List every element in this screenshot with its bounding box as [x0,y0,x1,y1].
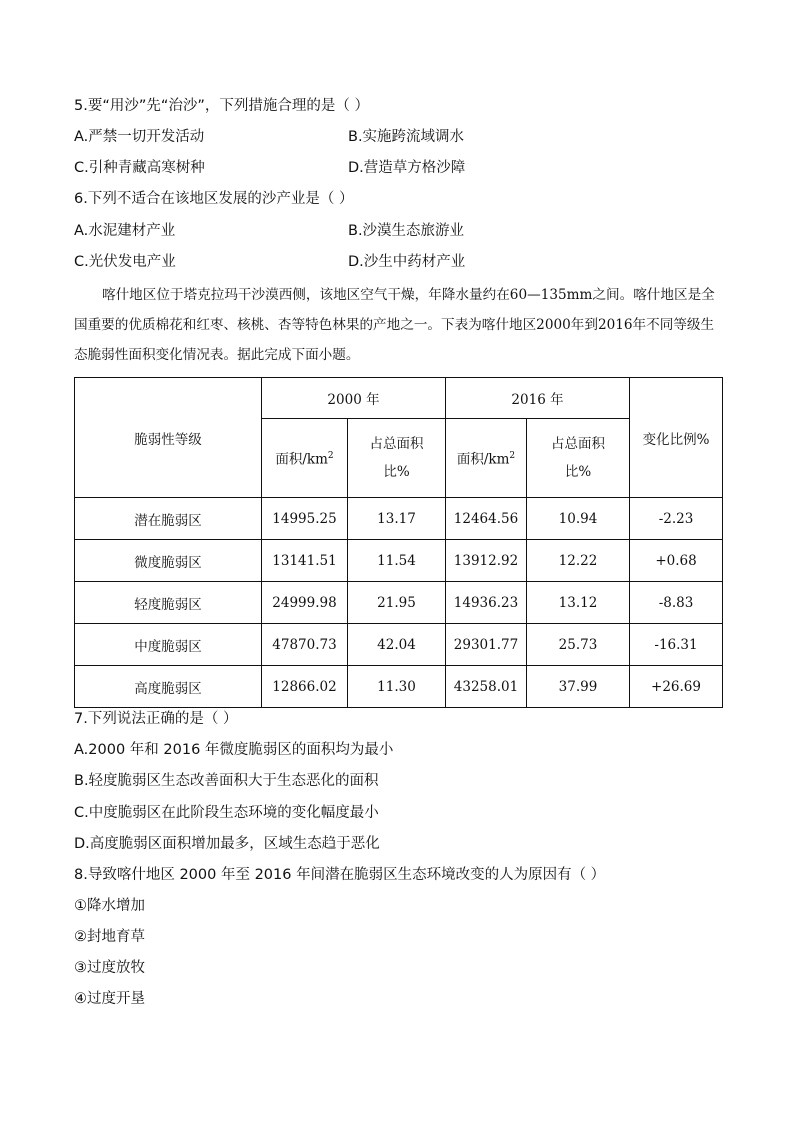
question-8-item-2: ②封地育草 [74,929,145,945]
table-row [75,582,723,624]
question-8-item-1: ①降水增加 [74,898,145,914]
question-6-option-c: C.光伏发电产业 [74,254,176,270]
question-5-option-a: A.严禁一切开发活动 [74,129,205,145]
cell-area-2000: 24999.98 [262,582,348,624]
question-6-option-b: B.沙漠生态旅游业 [348,223,465,239]
header-area-2016 [446,419,527,498]
cell-area-2000: 12866.02 [262,666,348,708]
cell-share-2016: 25.73 [527,624,630,666]
cell-share-2016: 13.12 [527,582,630,624]
cell-change: +0.68 [630,540,723,582]
cell-change: -16.31 [630,624,723,666]
question-7-option-d: D.高度脆弱区面积增加最多，区域生态趋于恶化 [74,836,380,852]
cell-area-2000: 13141.51 [262,540,348,582]
share-label-2016-line2: 比% [564,464,592,480]
question-5-option-d: D.营造草方格沙障 [348,160,466,176]
table-row [75,666,723,708]
question-8-stem: 8.导致喀什地区 2000 年至 2016 年间潜在脆弱区生态环境改变的人为原因有（ ） [74,867,606,883]
cell-level: 轻度脆弱区 [75,582,262,624]
cell-share-2016: 10.94 [527,498,630,540]
cell-area-2016: 12464.56 [446,498,527,540]
cell-change: -8.83 [630,582,723,624]
header-change-ratio: 变化比例% [630,378,723,498]
cell-change: +26.69 [630,666,723,708]
cell-level: 高度脆弱区 [75,666,262,708]
question-7-stem: 7.下列说法正确的是（ ） [74,711,238,727]
cell-share-2016: 12.22 [527,540,630,582]
question-7-option-a: A.2000 年和 2016 年微度脆弱区的面积均为最小 [74,742,394,758]
area-sup-2016: 2 [509,451,516,462]
cell-share-2016: 37.99 [527,666,630,708]
cell-share-2000: 11.30 [348,666,446,708]
question-5-option-c: C.引种青藏高寒树种 [74,160,205,176]
header-share-2000 [348,419,446,498]
ecological-vulnerability-table [74,377,723,708]
share-label-2016-line1: 占总面积 [551,436,605,452]
table-row [75,624,723,666]
question-6-option-a: A.水泥建材产业 [74,223,176,239]
cell-level: 中度脆弱区 [75,624,262,666]
area-label-2016: 面积/km [456,451,510,468]
cell-area-2016: 14936.23 [446,582,527,624]
cell-change: -2.23 [630,498,723,540]
question-6-option-d: D.沙生中药材产业 [348,254,466,270]
cell-share-2000: 21.95 [348,582,446,624]
header-vulnerability-level: 脆弱性等级 [75,378,262,498]
question-6-stem: 6.下列不适合在该地区发展的沙产业是（ ） [74,191,354,207]
question-7-option-b: B.轻度脆弱区生态改善面积大于生态恶化的面积 [74,773,379,789]
question-5-stem: 5.要“用沙”先“治沙”，下列措施合理的是（ ） [74,98,369,114]
table-row [75,498,723,540]
cell-level: 潜在脆弱区 [75,498,262,540]
cell-area-2016: 43258.01 [446,666,527,708]
header-year-2016: 2016 年 [446,378,630,419]
header-share-2016 [527,419,630,498]
question-7-option-c: C.中度脆弱区在此阶段生态环境的变化幅度最小 [74,805,379,821]
cell-area-2000: 14995.25 [262,498,348,540]
table-row [75,540,723,582]
area-label-2000: 面积/km [275,451,328,468]
header-year-2000: 2000 年 [262,378,446,419]
area-sup-2000: 2 [327,451,334,462]
cell-area-2000: 47870.73 [262,624,348,666]
share-label-2000-line1: 占总面积 [369,436,424,452]
header-area-2000 [262,419,348,498]
cell-share-2000: 11.54 [348,540,446,582]
share-label-2000-line2: 比% [383,464,410,480]
question-5-option-b: B.实施跨流域调水 [348,129,465,145]
reading-passage: 喀什地区位于塔克拉玛干沙漠西侧，该地区空气干燥，年降水量约在60—135mm之间。喀什地区是全国重要的优质棉花和红枣、核桃、杏等特色林果的产地之一。下表为喀什地区2000年到2016年不同等级生态脆弱性面积变化情况表。据此完成下面小题。 [74,287,715,363]
cell-level: 微度脆弱区 [75,540,262,582]
question-8-item-3: ③过度放牧 [74,960,145,976]
cell-share-2000: 13.17 [348,498,446,540]
cell-area-2016: 29301.77 [446,624,527,666]
question-8-item-4: ④过度开垦 [74,991,145,1007]
cell-area-2016: 13912.92 [446,540,527,582]
cell-share-2000: 42.04 [348,624,446,666]
